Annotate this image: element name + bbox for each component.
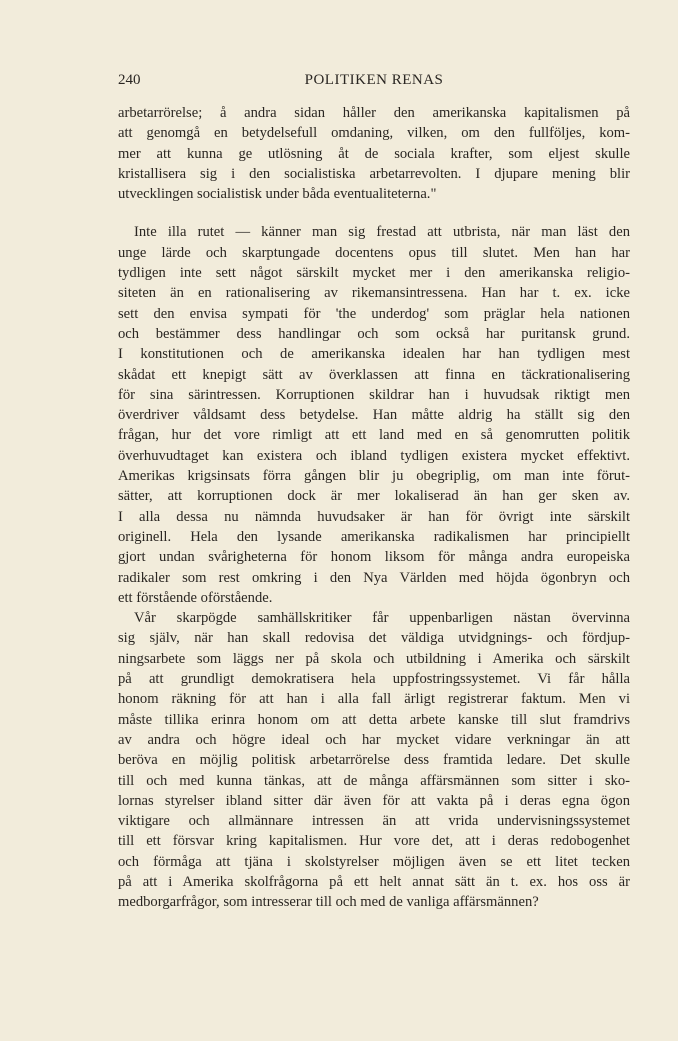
text-line: för sina särintressen. Korruptionen skildrar han i huvudsak riktigt men	[118, 386, 630, 403]
text-line: skådat ett knepigt sätt av överklassen att finna en täckrationalisering	[118, 366, 630, 383]
text-line: mer att kunna ge utlösning åt de sociala krafter, som eljest skulle	[118, 145, 630, 162]
text-line: sätter, att korruptionen dock är mer lokaliserad än han ger sken av.	[118, 488, 630, 505]
page-edge	[678, 0, 684, 1041]
text-line: frågan, hur det vore rimligt att ett land med en så genomrutten politik	[118, 427, 630, 444]
paragraph	[118, 103, 630, 204]
text-line: lornas styrelser ibland sitter där även för att vakta på i deras egna ögon	[118, 792, 630, 809]
text-line: ningsarbete som läggs ner på skola och utbildning i Amerika och särskilt	[118, 650, 630, 667]
text-line: på att grundligt demokratisera hela uppfostringssystemet. Vi får hålla	[118, 671, 630, 688]
text-line: att genomgå en betydelsefull omdaning, vilken, om den fullföljes, kom-	[118, 125, 630, 142]
text-line: till ett försvar kring kapitalismen. Hur vore det, att i deras redobogenhet	[118, 833, 630, 850]
text-line: av andra och högre ideal och har mycket vidare verkningar än att	[118, 731, 630, 748]
text-line: tydligen inte sett något särskilt mycket mer i den amerikanska religio-	[118, 265, 630, 282]
paragraph	[118, 608, 630, 912]
text-line: originell. Hela den lysande amerikanska radikalismen har principiellt	[118, 528, 630, 545]
text-line: sett den envisa sympati för 'the underdog' som präglar hela nationen	[118, 305, 630, 322]
text-line: ett förstående oförstående.	[118, 589, 273, 606]
text-line: medborgarfrågor, som intresserar till och med de vanliga affärsmännen?	[118, 894, 539, 911]
text-line: Vår skarpögde samhällskritiker får uppenbarligen nästan övervinna	[134, 610, 630, 627]
text-line: Amerikas krigsinsats förra gången blir ju obegriplig, om man inte förut-	[118, 468, 630, 485]
paragraph	[118, 222, 630, 608]
text-line: viktigare och allmännare intressen än att vrida undervisningssystemet	[118, 813, 630, 830]
page-header	[118, 72, 630, 94]
text-line: siteten än en rationalisering av rikemansintressena. Han har t. ex. icke	[118, 285, 630, 302]
text-line: honom räkning för att han i alla fall ärligt registrerar faktum. Men vi	[118, 691, 630, 708]
text-line: och bestämmer dess handlingar och som också har puritansk grund.	[118, 325, 630, 342]
text-line: överdriver våldsamt dess betydelse. Han måtte aldrig ha ställt sig den	[118, 407, 630, 424]
text-line: till och med kunna tänkas, att de många affärsmännen som sitter i sko-	[118, 772, 630, 789]
running-title: POLITIKEN RENAS	[304, 72, 444, 88]
text-line: utvecklingen socialistisk under båda eventualiteterna."	[118, 186, 437, 203]
text-line: unge lärde och skarptungade docentens opus till slutet. Men han har	[118, 244, 630, 261]
text-line: sig själv, när han skall redovisa det väldiga utvidgnings- och fördjup-	[118, 630, 630, 647]
text-line: radikaler som rest omkring i den Nya Världen med höjda ögonbryn och	[118, 569, 630, 586]
text-line: gjort undan svårigheterna för honom liksom för många andra europeiska	[118, 549, 630, 566]
text-line: arbetarrörelse; å andra sidan håller den amerikanska kapitalismen på	[118, 105, 630, 121]
text-line: I alla dessa nu nämnda huvudsaker är han för övrigt inte särskilt	[118, 508, 630, 525]
text-line: kristallisera sig i den socialistiska arbetarrevolten. I djupare mening blir	[118, 165, 630, 182]
text-line: Inte illa rutet — känner man sig frestad att utbrista, när man läst den	[134, 224, 630, 241]
text-line: på att i Amerika skolfrågorna på ett helt annat sätt än t. ex. hos oss är	[118, 873, 630, 890]
paragraph-gap	[118, 204, 630, 222]
page-number: 240	[118, 72, 141, 88]
text-line: beröva en möjlig politisk arbetarrörelse dess framtida ledare. Det skulle	[118, 752, 630, 769]
text-line: måste tillika erinra honom om att detta arbete kanske till slut framdrivs	[118, 711, 630, 728]
text-line: I konstitutionen och de amerikanska idealen har han tydligen mest	[118, 346, 630, 363]
text-line: och förmåga att tjäna i skolstyrelser möjligen även se ett litet tecken	[118, 853, 630, 870]
text-line: överhuvudtaget kan existera och ibland tydligen existera mycket effektivt.	[118, 447, 630, 464]
body-text	[118, 103, 630, 913]
